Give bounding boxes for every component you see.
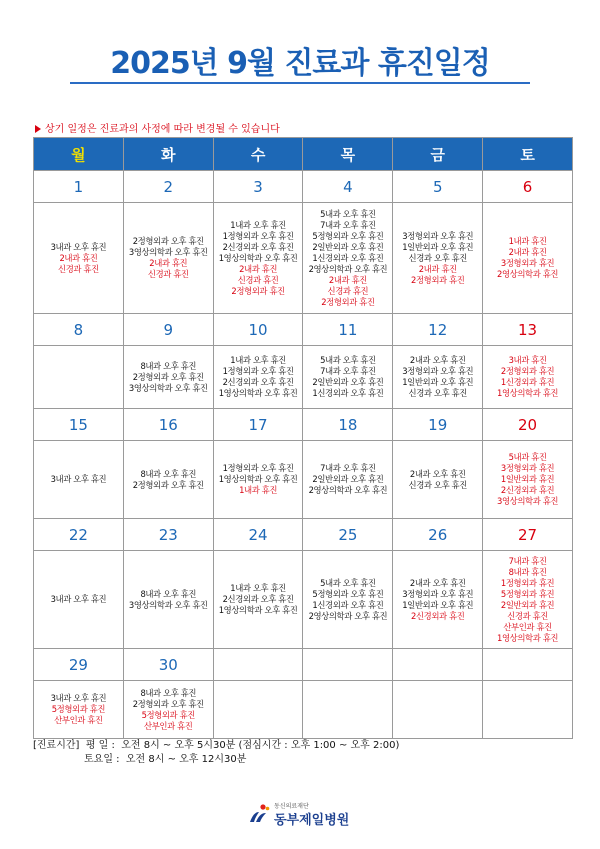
day-events-cell (393, 551, 483, 649)
day-events-cell (34, 441, 124, 519)
closure-full-day: 1내과 휴진 (508, 236, 547, 246)
date-cell: 27 (483, 519, 573, 551)
weekday-wed: 수 (213, 138, 303, 171)
closure-afternoon: 7내과 오후 휴진 (320, 219, 376, 230)
closure-full-day: 2일반외과 휴진 (500, 599, 555, 610)
date-cell: 9 (123, 314, 213, 346)
closure-afternoon: 1영상의학과 오후 휴진 (218, 605, 298, 615)
date-cell: 5 (393, 171, 483, 203)
closure-afternoon: 1영상의학과 오후 휴진 (218, 252, 298, 263)
day-events-cell (303, 441, 393, 519)
date-cell (483, 649, 573, 681)
date-cell: 23 (123, 519, 213, 551)
hours-saturday-value: 오전 8시 ~ 오후 12시30분 (125, 754, 247, 765)
events-row (34, 681, 573, 739)
events-row (34, 441, 573, 519)
closure-full-day: 2내과 휴진 (149, 258, 188, 268)
day-events-cell (34, 203, 124, 314)
day-events-cell (303, 346, 393, 409)
closure-afternoon: 2신경외과 오후 휴진 (222, 241, 294, 252)
closure-full-day: 3영상의학과 휴진 (497, 496, 559, 506)
closure-afternoon: 3내과 오후 휴진 (50, 594, 107, 604)
date-cell: 26 (393, 519, 483, 551)
closure-afternoon: 1영상의학과 오후 휴진 (218, 388, 298, 398)
day-events-cell (303, 203, 393, 314)
closure-afternoon: 3정형외과 오후 휴진 (402, 588, 474, 599)
date-cell (213, 649, 303, 681)
closure-full-day: 2영상의학과 휴진 (497, 269, 559, 279)
closure-afternoon: 8내과 오후 휴진 (140, 687, 197, 698)
day-events-cell (303, 681, 393, 739)
date-row (34, 649, 573, 681)
day-events-cell (123, 203, 213, 314)
closure-full-day: 1내과 휴진 (239, 485, 278, 495)
hours-saturday-label: 토요일 (84, 754, 113, 765)
closure-full-day: 1영상의학과 휴진 (497, 632, 559, 643)
closure-afternoon: 3내과 오후 휴진 (50, 474, 107, 484)
triangle-bullet-icon (35, 125, 41, 133)
closure-afternoon: 1일반외과 오후 휴진 (402, 377, 474, 387)
closure-full-day: 1일반외과 휴진 (500, 474, 555, 484)
closure-full-day: 1영상의학과 휴진 (497, 388, 559, 398)
closure-afternoon: 신경과 오후 휴진 (408, 388, 467, 398)
closure-afternoon: 3영상의학과 오후 휴진 (128, 247, 208, 257)
day-events-cell (123, 441, 213, 519)
day-events-cell (393, 346, 483, 409)
date-row (34, 409, 573, 441)
closure-full-day: 신경과 휴진 (237, 274, 279, 285)
closure-full-day: 2내과 휴진 (239, 263, 278, 274)
events-row (34, 203, 573, 314)
closure-afternoon: 2정형외과 오후 휴진 (132, 236, 204, 246)
closure-afternoon: 1정형외과 오후 휴진 (222, 366, 294, 376)
logo-foundation: 동신의료재단 (274, 803, 309, 810)
date-cell (303, 649, 393, 681)
closure-afternoon: 5내과 오후 휴진 (320, 208, 376, 219)
notice-text: 상기 일정은 진료과의 사정에 따라 변경될 수 있습니다 (45, 124, 280, 135)
closure-afternoon: 2신경외과 오후 휴진 (222, 594, 294, 604)
page-title: 2025년 9월 진료과 휴진일정 (110, 46, 490, 81)
closure-afternoon: 신경과 오후 휴진 (408, 252, 467, 263)
events-row (34, 551, 573, 649)
day-events-cell (483, 441, 573, 519)
closure-afternoon: 7내과 오후 휴진 (320, 366, 376, 376)
closure-full-day: 2정형외과 휴진 (411, 274, 465, 285)
date-cell: 22 (34, 519, 124, 551)
hospital-logo-mark-icon (248, 804, 270, 824)
closure-afternoon: 1내과 오후 휴진 (230, 583, 286, 593)
closure-afternoon: 5내과 오후 휴진 (320, 577, 376, 588)
closure-afternoon: 3영상의학과 오후 휴진 (128, 599, 208, 610)
closure-afternoon: 2정형외과 오후 휴진 (132, 371, 204, 382)
weekday-header-row (34, 138, 573, 171)
logo-hospital-name: 동부제일병원 (274, 813, 350, 828)
closure-afternoon: 1신경외과 오후 휴진 (312, 252, 384, 263)
closure-afternoon: 2일반외과 오후 휴진 (312, 377, 384, 387)
date-cell: 6 (483, 171, 573, 203)
closure-full-day: 8내과 휴진 (508, 566, 547, 577)
day-events-cell (213, 681, 303, 739)
day-events-cell (483, 346, 573, 409)
date-cell: 18 (303, 409, 393, 441)
closure-full-day: 신경과 휴진 (507, 610, 548, 621)
closure-full-day: 산부인과 휴진 (503, 621, 552, 632)
closure-afternoon: 5내과 오후 휴진 (320, 355, 376, 365)
day-events-cell (123, 681, 213, 739)
schedule-calendar (33, 137, 573, 739)
closure-afternoon: 2내과 오후 휴진 (409, 468, 466, 479)
date-cell: 16 (123, 409, 213, 441)
closure-full-day: 산부인과 휴진 (144, 720, 193, 731)
closure-afternoon: 8내과 오후 휴진 (140, 360, 197, 371)
date-cell: 11 (303, 314, 393, 346)
weekday-tue: 화 (123, 138, 213, 171)
day-events-cell (303, 551, 393, 649)
closure-full-day: 2정형외과 휴진 (231, 285, 285, 296)
day-events-cell (123, 551, 213, 649)
closure-afternoon: 2일반외과 오후 휴진 (312, 474, 384, 484)
closure-afternoon: 3내과 오후 휴진 (50, 241, 107, 252)
date-cell: 13 (483, 314, 573, 346)
closure-afternoon: 8내과 오후 휴진 (140, 468, 197, 479)
day-events-cell (213, 441, 303, 519)
weekday-thu: 목 (303, 138, 393, 171)
clinic-hours (33, 739, 399, 767)
date-cell: 20 (483, 409, 573, 441)
closure-full-day: 2정형외과 휴진 (500, 366, 555, 376)
date-cell: 12 (393, 314, 483, 346)
closure-full-day: 산부인과 휴진 (54, 715, 103, 725)
closure-afternoon: 5정형외과 오후 휴진 (312, 230, 384, 241)
day-events-cell (213, 346, 303, 409)
closure-full-day: 5정형외과 휴진 (141, 709, 195, 720)
date-cell: 25 (303, 519, 393, 551)
date-row (34, 171, 573, 203)
closure-afternoon: 3영상의학과 오후 휴진 (128, 382, 208, 393)
weekday-mon: 월 (34, 138, 124, 171)
closure-full-day: 신경과 휴진 (327, 285, 369, 296)
day-events-cell (213, 551, 303, 649)
closure-full-day: 2정형외과 휴진 (321, 296, 375, 307)
closure-afternoon: 1영상의학과 오후 휴진 (218, 474, 298, 484)
closure-full-day: 신경과 휴진 (147, 269, 189, 279)
closure-full-day: 신경과 휴진 (58, 263, 99, 274)
closure-full-day: 2신경외과 휴진 (500, 485, 555, 495)
date-cell: 17 (213, 409, 303, 441)
date-row (34, 519, 573, 551)
day-events-cell (483, 681, 573, 739)
closure-afternoon: 2영상의학과 오후 휴진 (308, 610, 388, 621)
closure-full-day: 1신경외과 휴진 (500, 377, 555, 387)
date-cell: 8 (34, 314, 124, 346)
closure-afternoon: 2영상의학과 오후 휴진 (308, 263, 388, 274)
closure-afternoon: 2신경외과 오후 휴진 (222, 377, 294, 387)
closure-full-day: 1정형외과 휴진 (500, 577, 555, 588)
date-cell: 30 (123, 649, 213, 681)
date-cell: 29 (34, 649, 124, 681)
closure-afternoon: 1정형외과 오후 휴진 (222, 463, 294, 473)
closure-afternoon: 5정형외과 오후 휴진 (312, 588, 384, 599)
date-cell: 1 (34, 171, 124, 203)
closure-full-day: 5내과 휴진 (508, 452, 547, 462)
date-cell: 24 (213, 519, 303, 551)
closure-afternoon: 1일반외과 오후 휴진 (402, 599, 474, 610)
closure-afternoon: 7내과 오후 휴진 (320, 463, 376, 473)
closure-full-day: 2내과 휴진 (508, 247, 547, 257)
weekday-sat: 토 (483, 138, 573, 171)
date-cell: 10 (213, 314, 303, 346)
hours-saturday-row: 토요일 : 오전 8시 ~ 오후 12시30분 (84, 754, 247, 765)
weekday-fri: 금 (393, 138, 483, 171)
date-cell: 15 (34, 409, 124, 441)
date-cell: 4 (303, 171, 393, 203)
day-events-cell (34, 681, 124, 739)
day-events-cell (34, 551, 124, 649)
date-cell: 3 (213, 171, 303, 203)
day-events-cell (213, 203, 303, 314)
closure-full-day: 2신경외과 휴진 (411, 610, 465, 621)
day-events-cell (34, 346, 124, 409)
day-events-cell (393, 441, 483, 519)
closure-afternoon: 2정형외과 오후 휴진 (132, 479, 204, 490)
closure-afternoon: 신경과 오후 휴진 (408, 479, 467, 490)
closure-afternoon: 1일반외과 오후 휴진 (402, 241, 474, 252)
closure-afternoon: 2내과 오후 휴진 (409, 355, 466, 365)
closure-afternoon: 1내과 오후 휴진 (230, 219, 286, 230)
closure-afternoon: 2일반외과 오후 휴진 (312, 241, 384, 252)
closure-afternoon: 1신경외과 오후 휴진 (312, 388, 384, 398)
closure-afternoon: 1신경외과 오후 휴진 (312, 599, 384, 610)
day-events-cell (393, 203, 483, 314)
closure-afternoon: 3내과 오후 휴진 (50, 693, 107, 703)
closure-full-day: 2내과 휴진 (418, 263, 457, 274)
closure-full-day: 5정형외과 휴진 (51, 704, 106, 714)
closure-afternoon: 8내과 오후 휴진 (140, 588, 197, 599)
closure-full-day: 7내과 휴진 (508, 555, 547, 566)
closure-afternoon: 1내과 오후 휴진 (230, 355, 286, 365)
title-underline (70, 82, 530, 84)
hours-weekday-value: 오전 8시 ~ 오후 5시30분 (점심시간 : 오후 1:00 ~ 오후 2:00) (121, 740, 400, 751)
closure-full-day: 5정형외과 휴진 (500, 588, 555, 599)
closure-afternoon: 3정형외과 오후 휴진 (402, 230, 474, 241)
date-cell (393, 649, 483, 681)
hours-label: [진료시간] (33, 740, 80, 751)
day-events-cell (483, 551, 573, 649)
date-cell: 2 (123, 171, 213, 203)
closure-full-day: 3내과 휴진 (508, 355, 547, 365)
closure-full-day: 3정형외과 휴진 (500, 463, 555, 473)
closure-afternoon: 2영상의학과 오후 휴진 (308, 485, 388, 495)
day-events-cell (393, 681, 483, 739)
hospital-logo (248, 800, 358, 828)
date-row (34, 314, 573, 346)
closure-afternoon: 2정형외과 오후 휴진 (132, 698, 204, 709)
closure-afternoon: 3정형외과 오후 휴진 (402, 366, 474, 376)
closure-full-day: 2내과 휴진 (328, 274, 367, 285)
closure-afternoon: 2내과 오후 휴진 (409, 577, 466, 588)
closure-afternoon: 1정형외과 오후 휴진 (222, 230, 294, 241)
closure-full-day: 3정형외과 휴진 (500, 258, 555, 268)
day-events-cell (123, 346, 213, 409)
day-events-cell (483, 203, 573, 314)
schedule-notice (35, 120, 280, 135)
hours-weekday-label: 평 일 (85, 740, 109, 751)
closure-full-day: 2내과 휴진 (59, 252, 98, 263)
hours-weekday-row: [진료시간] 평 일 : 오전 8시 ~ 오후 5시30분 (점심시간 : 오후 1:00 ~ 오후 2:00) (33, 740, 400, 751)
date-cell: 19 (393, 409, 483, 441)
events-row (34, 346, 573, 409)
